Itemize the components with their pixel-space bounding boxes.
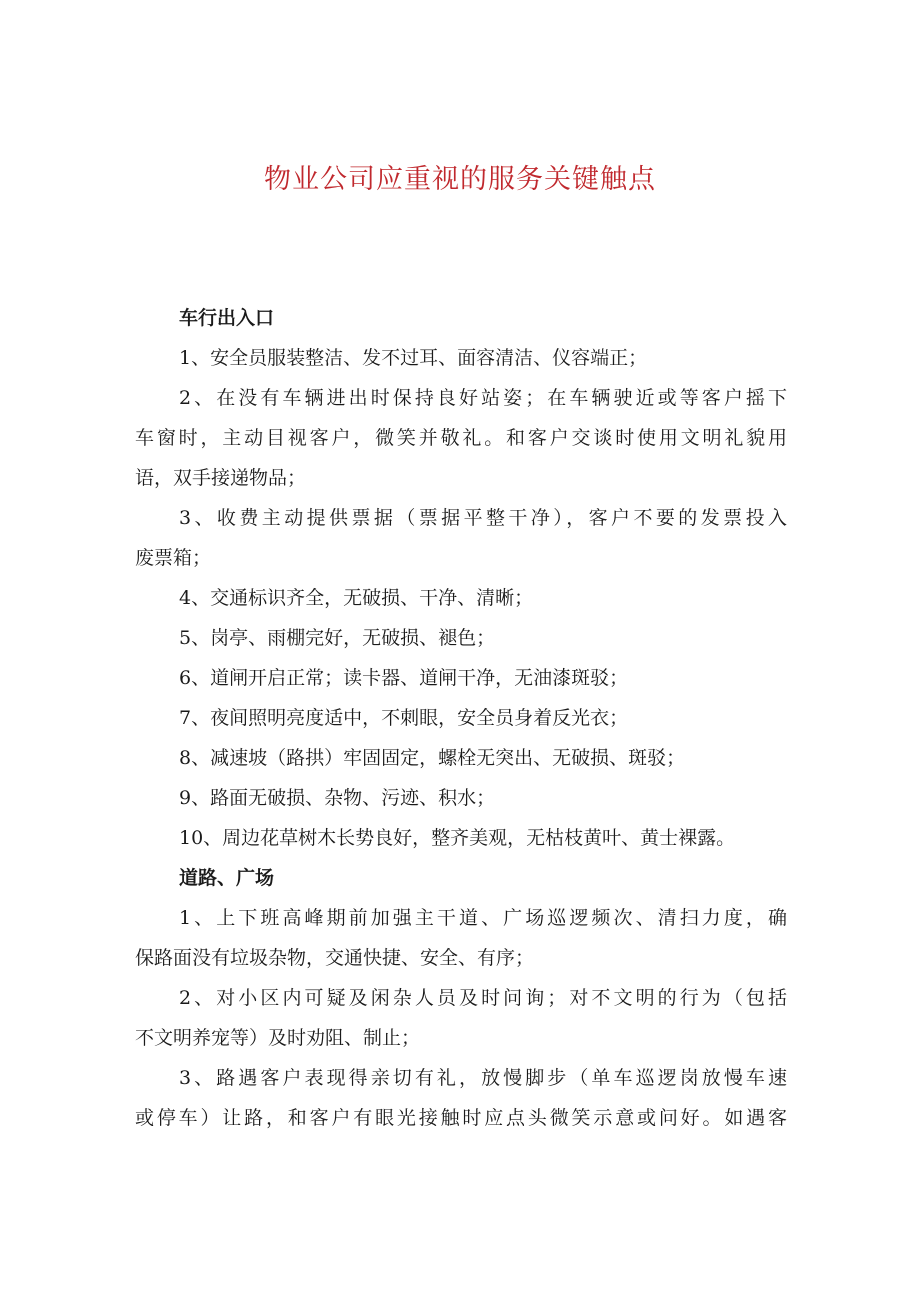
paragraph-line: 4、交通标识齐全，无破损、干净、清晰； xyxy=(179,587,534,609)
paragraph-line: 7、夜间照明亮度适中，不刺眼，安全员身着反光衣； xyxy=(179,707,629,729)
section-heading-roads-plaza: 道路、广场 xyxy=(179,867,275,889)
paragraph-line: 6、道闸开启正常；读卡器、道闸干净，无油漆斑驳； xyxy=(179,667,629,689)
section-heading-vehicle-entrance: 车行出入口 xyxy=(179,307,275,329)
paragraph-line: 5、岗亭、雨棚完好，无破损、褪色； xyxy=(179,627,496,649)
paragraph-line: 1、安全员服装整洁、发不过耳、面容清洁、仪容端正； xyxy=(179,347,648,369)
document-body xyxy=(135,298,787,1138)
paragraph-line: 8、减速坡（路拱）牢固固定，螺栓无突出、无破损、斑驳； xyxy=(179,747,686,769)
paragraph-line: 车窗时，主动目视客户，微笑并敬礼。和客户交谈时使用文明礼貌用 xyxy=(135,427,787,449)
paragraph-line: 不文明养宠等）及时劝阻、制止； xyxy=(135,1027,421,1049)
paragraph-line: 9、路面无破损、杂物、污迹、积水； xyxy=(179,787,496,809)
paragraph-line: 1、上下班高峰期前加强主干道、广场巡逻频次、清扫力度，确 xyxy=(179,907,787,929)
paragraph-line: 3、路遇客户表现得亲切有礼，放慢脚步（单车巡逻岗放慢车速 xyxy=(179,1067,787,1089)
paragraph-line: 废票箱； xyxy=(135,547,212,569)
paragraph-line: 或停车）让路，和客户有眼光接触时应点头微笑示意或问好。如遇客 xyxy=(135,1107,787,1129)
paragraph-line: 2、对小区内可疑及闲杂人员及时问询；对不文明的行为（包括 xyxy=(179,987,787,1009)
document-title: 物业公司应重视的服务关键触点 xyxy=(264,164,656,195)
paragraph-line: 10、周边花草树木长势良好，整齐美观，无枯枝黄叶、黄士裸露。 xyxy=(179,827,736,849)
paragraph-line: 保路面没有垃圾杂物，交通快捷、安全、有序； xyxy=(135,947,535,969)
paragraph-line: 3、收费主动提供票据（票据平整干净），客户不要的发票投入 xyxy=(179,507,787,529)
paragraph-line: 2、在没有车辆进出时保持良好站姿；在车辆驶近或等客户摇下 xyxy=(179,387,787,409)
paragraph-line: 语，双手接递物品； xyxy=(135,467,307,489)
